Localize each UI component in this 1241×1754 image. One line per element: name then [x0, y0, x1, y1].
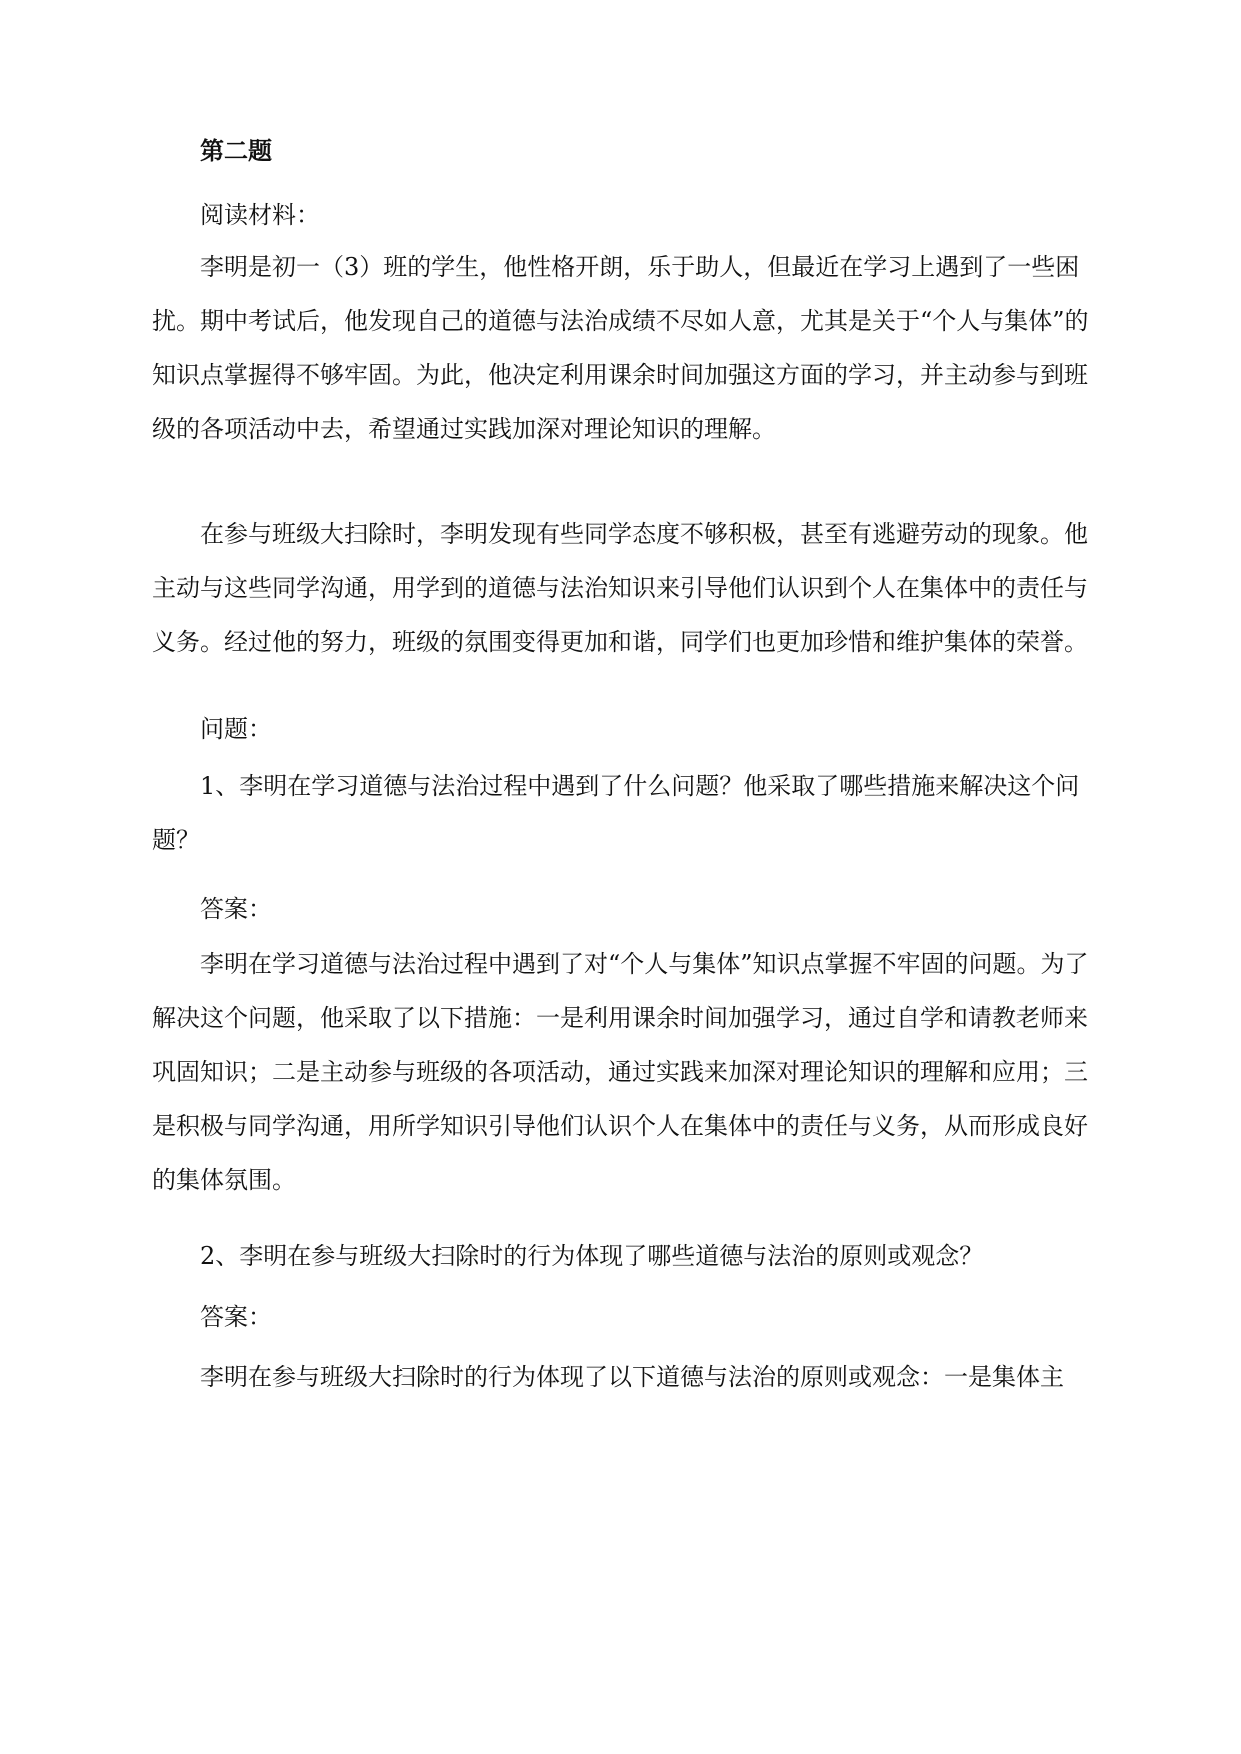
question-1: 1、李明在学习道德与法治过程中遇到了什么问题？他采取了哪些措施来解决这个问题？ — [152, 772, 1080, 854]
question-2: 2、李明在参与班级大扫除时的行为体现了哪些道德与法治的原则或观念？ — [200, 1242, 984, 1270]
material-paragraph-1: 李明是初一（3）班的学生，他性格开朗，乐于助人，但最近在学习上遇到了一些困扰。期中考试后，他发现自己的道德与法治成绩不尽如人意，尤其是关于“个人与集体”的知识点掌握得不够牢固。为此，他决定利用课余时间加强这方面的学习，并主动参与到班级的各项活动中去，希望通过实践加深对理论知识的理解。 — [152, 253, 1089, 443]
material-paragraph-2: 在参与班级大扫除时，李明发现有些同学态度不够积极，甚至有逃避劳动的现象。他主动与这些同学沟通，用学到的道德与法治知识来引导他们认识到个人在集体中的责任与义务。经过他的努力，班级的氛围变得更加和谐，同学们也更加珍惜和维护集体的荣誉。 — [152, 520, 1088, 656]
answer-label-1: 答案： — [200, 895, 272, 923]
question-title: 第二题 — [200, 136, 272, 165]
answer-label-2: 答案： — [200, 1303, 272, 1331]
answer-1: 李明在学习道德与法治过程中遇到了对“个人与集体”知识点掌握不牢固的问题。为了解决这个问题，他采取了以下措施：一是利用课余时间加强学习，通过自学和请教老师来巩固知识；二是主动参与班级的各项活动，通过实践来加深对理论知识的理解和应用；三是积极与同学沟通，用所学知识引导他们认识个人在集体中的责任与义务，从而形成良好的集体氛围。 — [152, 950, 1089, 1194]
questions-label: 问题： — [200, 715, 272, 743]
answer-2: 李明在参与班级大扫除时的行为体现了以下道德与法治的原则或观念：一是集体主 — [200, 1363, 1064, 1391]
material-label: 阅读材料： — [200, 201, 320, 229]
